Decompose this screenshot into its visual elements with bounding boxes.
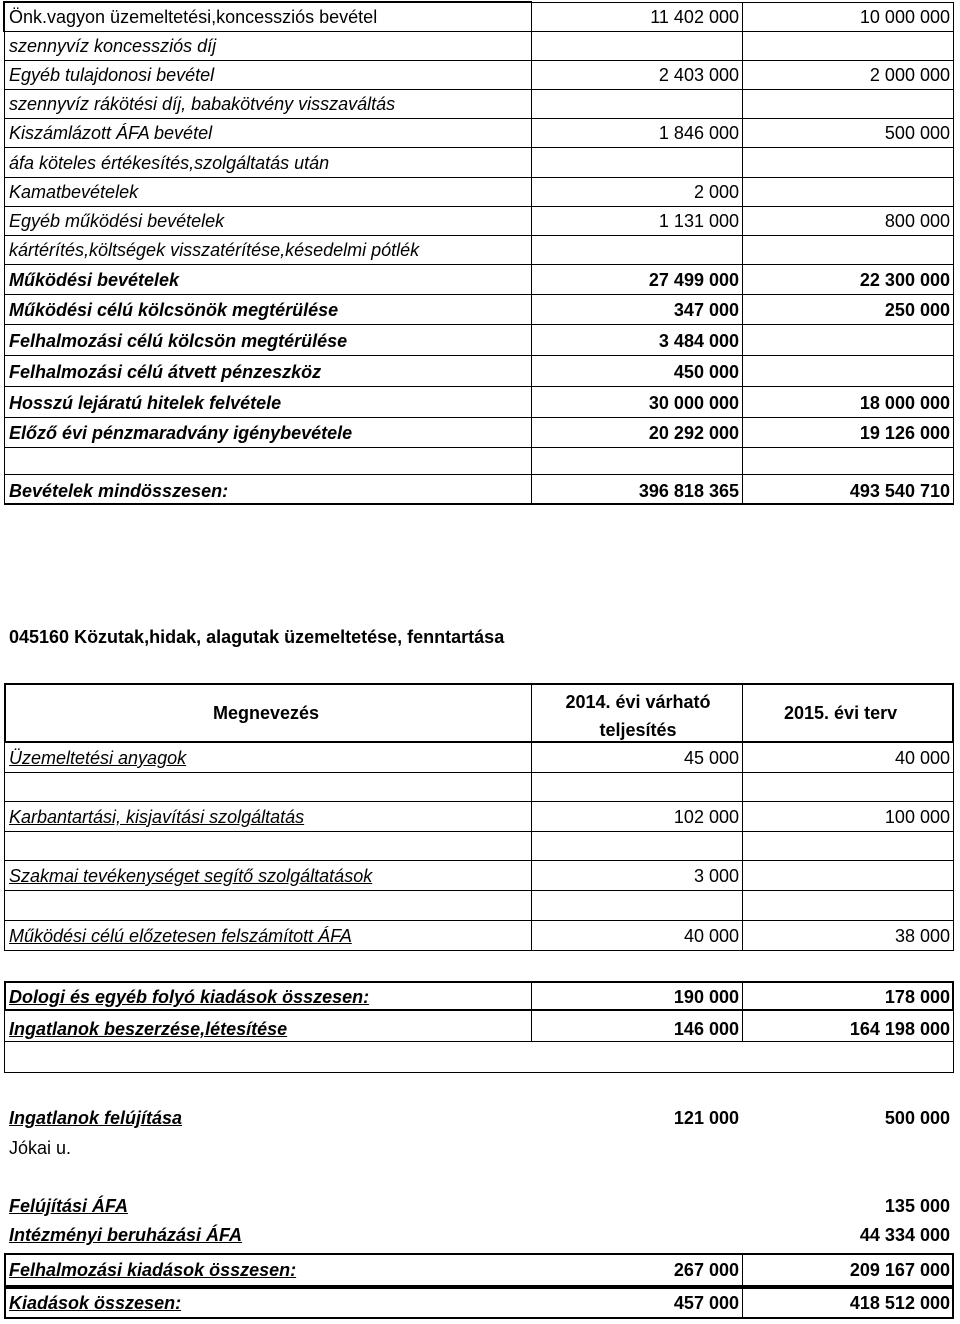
income-2015: 500 000	[884, 123, 950, 143]
expense-2014: 457 000	[673, 1293, 739, 1313]
income-2014: 30 000 000	[648, 393, 739, 413]
income-2014: 3 484 000	[658, 331, 739, 351]
table-border	[531, 981, 532, 1011]
row-divider	[4, 772, 954, 773]
expense-total-label: Dologi és egyéb folyó kiadások összesen:	[9, 987, 370, 1007]
expense-2014: 102 000	[673, 807, 739, 827]
income-2015: 10 000 000	[859, 7, 950, 27]
expense-label: Üzemeltetési anyagok	[9, 748, 187, 768]
table-border	[953, 2, 954, 504]
table-border	[4, 2, 5, 504]
row-divider	[4, 503, 954, 505]
income-label: Egyéb tulajdonosi bevétel	[9, 65, 215, 85]
row-divider	[4, 860, 954, 861]
table-border	[742, 1011, 743, 1041]
row-divider	[4, 118, 954, 119]
income-label: szennyvíz rákötési díj, babakötvény visszaváltás	[9, 94, 396, 114]
income-2014: 27 499 000	[648, 270, 739, 290]
income-label: Kamatbevételek	[9, 182, 139, 202]
row-divider	[4, 206, 954, 207]
income-label: Egyéb működési bevételek	[9, 211, 225, 231]
expense-label: Intézményi beruházási ÁFA	[9, 1225, 243, 1245]
row-divider	[4, 1041, 954, 1042]
income-2015: 250 000	[884, 300, 950, 320]
table-border	[531, 2, 532, 504]
expense-total-label: Kiadások összesen:	[9, 1293, 182, 1313]
expense-2014: 45 000	[683, 748, 739, 768]
row-divider	[4, 294, 954, 295]
section-title: 045160 Közutak,hidak, alagutak üzemeltetése, fenntartása	[9, 627, 505, 647]
income-label: Előző évi pénzmaradvány igénybevétele	[9, 423, 353, 443]
expense-2014: 121 000	[673, 1108, 739, 1128]
table-border	[4, 1011, 5, 1073]
income-label: Felhalmozási célú kölcsön megtérülése	[9, 331, 348, 351]
row-divider	[4, 474, 954, 475]
expense-label: Ingatlanok beszerzése,létesítése	[9, 1019, 288, 1039]
expense-label: Működési célú előzetesen felszámított ÁFA	[9, 926, 352, 946]
income-2015: 18 000 000	[859, 393, 950, 413]
expense-2015: 178 000	[884, 987, 950, 1007]
income-2014: 2 403 000	[658, 65, 739, 85]
row-divider	[4, 950, 954, 951]
table-border	[531, 683, 532, 743]
expense-2015: 38 000	[894, 926, 950, 946]
row-divider	[4, 60, 954, 61]
table-border	[742, 2, 743, 504]
row-divider	[4, 890, 954, 891]
income-label: Hosszú lejáratú hitelek felvétele	[9, 393, 282, 413]
income-label: Önk.vagyon üzemeltetési,koncessziós bevétel	[9, 7, 378, 27]
income-total-2014: 396 818 365	[638, 481, 739, 501]
income-2014: 2 000	[693, 182, 739, 202]
income-label: Működési célú kölcsönök megtérülése	[9, 300, 339, 320]
row-divider	[4, 324, 954, 325]
row-divider	[4, 235, 954, 236]
row-divider	[4, 355, 954, 356]
expense-label: Ingatlanok felújítása	[9, 1108, 183, 1128]
income-2014: 450 000	[673, 362, 739, 382]
expense-2015: 135 000	[884, 1196, 950, 1216]
table-border	[742, 1287, 743, 1319]
income-label: Működési bevételek	[9, 270, 180, 290]
income-label: Felhalmozási célú átvett pénzeszköz	[9, 362, 322, 382]
income-2015: 19 126 000	[859, 423, 950, 443]
expense-label: Karbantartási, kisjavítási szolgáltatás	[9, 807, 305, 827]
expense-2015: 500 000	[884, 1108, 950, 1128]
income-total-label: Bevételek mindösszesen:	[9, 481, 229, 501]
income-label: Kiszámlázott ÁFA bevétel	[9, 123, 213, 143]
header-name: Megnevezés	[213, 703, 320, 723]
income-total-2015: 493 540 710	[849, 481, 950, 501]
income-2014: 1 131 000	[658, 211, 739, 231]
header-2014: 2014. évi várható teljesítés	[565, 692, 711, 740]
expense-2015: 40 000	[894, 748, 950, 768]
table-border	[531, 1011, 532, 1041]
table-border	[742, 981, 743, 1011]
income-2014: 1 846 000	[658, 123, 739, 143]
row-divider	[4, 920, 954, 921]
income-label: áfa köteles értékesítés,szolgáltatás után	[9, 153, 330, 173]
row-divider	[4, 31, 954, 32]
income-2015: 2 000 000	[869, 65, 950, 85]
expense-2015: 418 512 000	[849, 1293, 950, 1313]
expense-label: Szakmai tevékenységet segítő szolgáltatások	[9, 866, 373, 886]
row-divider	[4, 447, 954, 448]
income-2014: 11 402 000	[650, 7, 739, 27]
row-divider	[4, 89, 954, 90]
income-2015: 22 300 000	[859, 270, 950, 290]
income-2014: 347 000	[673, 300, 739, 320]
header-2015: 2015. évi terv	[784, 703, 898, 723]
table-border	[953, 1011, 954, 1073]
expense-2015: 44 334 000	[859, 1225, 950, 1245]
expense-2014: 3 000	[693, 866, 739, 886]
row-divider	[4, 417, 954, 418]
expense-label: Jókai u.	[9, 1138, 72, 1158]
row-divider	[4, 801, 954, 802]
row-divider	[4, 831, 954, 832]
row-divider	[4, 147, 954, 148]
expense-2015: 164 198 000	[849, 1019, 950, 1039]
income-label: szennyvíz koncessziós díj	[9, 36, 217, 56]
row-divider	[4, 264, 954, 265]
expense-total-label: Felhalmozási kiadások összesen:	[9, 1260, 297, 1280]
income-2015: 800 000	[884, 211, 950, 231]
table-border	[742, 683, 743, 743]
expense-2015: 209 167 000	[849, 1260, 950, 1280]
row-divider	[4, 177, 954, 178]
expense-2014: 267 000	[673, 1260, 739, 1280]
row-divider	[4, 1072, 954, 1073]
expense-2014: 146 000	[673, 1019, 739, 1039]
income-label: kártérítés,költségek visszatérítése,késedelmi pótlék	[9, 240, 420, 260]
expense-2014: 40 000	[683, 926, 739, 946]
table-border	[742, 1253, 743, 1287]
row-divider	[4, 386, 954, 387]
expense-2014: 190 000	[673, 987, 739, 1007]
expense-2015: 100 000	[884, 807, 950, 827]
expense-label: Felújítási ÁFA	[9, 1196, 129, 1216]
income-2014: 20 292 000	[648, 423, 739, 443]
